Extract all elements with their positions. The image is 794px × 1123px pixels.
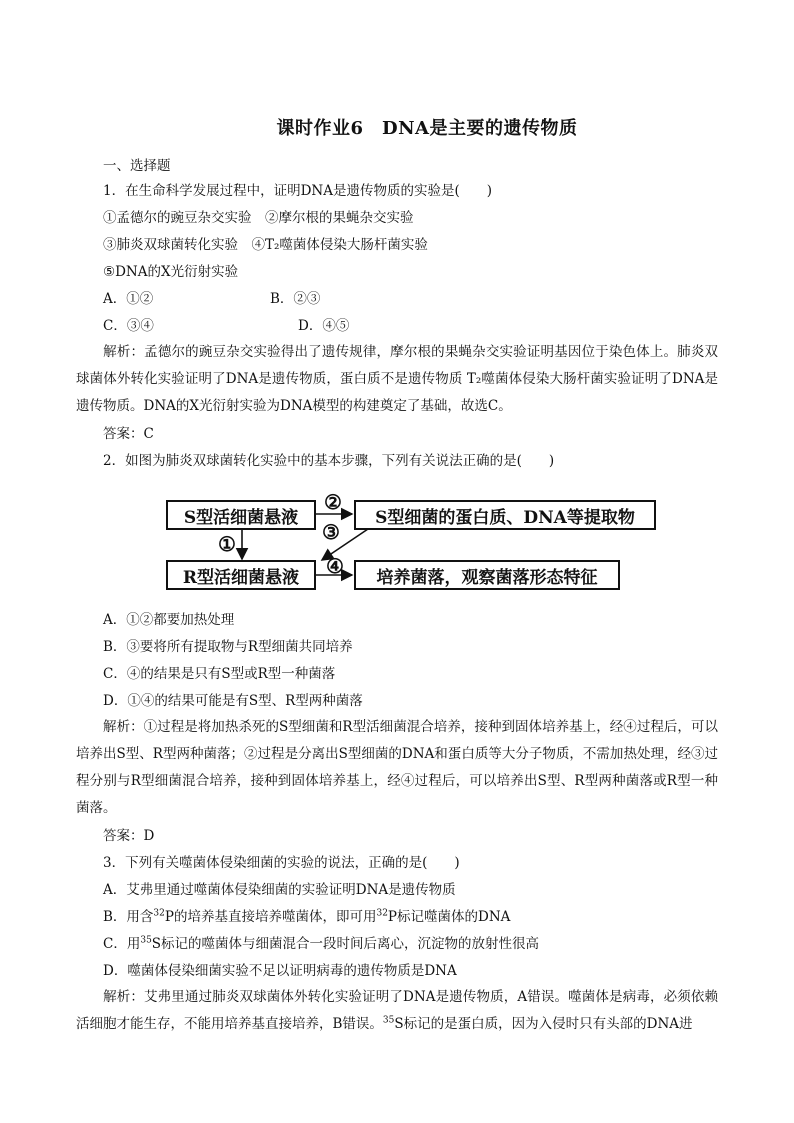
q1-option-c: C．③④ — [103, 318, 154, 334]
q2-answer: 答案：D — [103, 828, 155, 844]
q1-item-line-1: ①孟德尔的豌豆杂交实验 ②摩尔根的果蝇杂交实验 — [103, 210, 414, 226]
q1-answer: 答案：C — [103, 426, 154, 442]
q2-option-b: B．③要将所有提取物与R型细菌共同培养 — [103, 639, 353, 655]
section-heading: 一、选择题 — [103, 158, 171, 174]
step-4-label: ④ — [326, 554, 344, 578]
q3-option-b: B．用含$^{32}$P的培养基直接培养噬菌体，即可用$^{32}$P标记噬菌体的DNA — [103, 908, 511, 925]
q1-option-a: A．①② — [103, 291, 154, 307]
q1-item-line-3: ⑤DNA的X光衍射实验 — [103, 264, 239, 280]
step-3-label: ③ — [322, 520, 340, 544]
q2-stem: 2．如图为肺炎双球菌转化实验中的基本步骤，下列有关说法正确的是( ) — [103, 453, 555, 469]
step-2-label: ② — [324, 490, 342, 514]
q3-option-c: C．用$^{35}$S标记的噬菌体与细菌混合一段时间后离心，沉淀物的放射性很高 — [103, 935, 540, 952]
q1-option-b: B．②③ — [270, 291, 321, 307]
q2-analysis-text: 解析：①过程是将加热杀死的S型细菌和R型活细菌混合培养，接种到固体培养基上，经④过程后，可以培养出S型、R型两种菌落；②过程是分离出S型细菌的DNA和蛋白质等大分子物质，不需加热处理，经③过程分别与R型细菌混合培养，接种到固体培养基上，经④过程后，可以培养出S型、R型两种菌落或R型一种菌落。 — [76, 719, 718, 816]
q3-analysis: 解析：艾弗里通过肺炎双球菌体外转化实验证明了DNA是遗传物质，A错误。噬菌体是病毒，必须依赖活细胞才能生存，不能用培养基直接培养，B错误。$^{35}$S标记的是蛋白质，因为入侵时只有头部的DNA进 — [76, 989, 718, 1032]
q1-item-line-2: ③肺炎双球菌转化实验 ④T₂噬菌体侵染大肠杆菌实验 — [103, 237, 428, 253]
step-1-label: ① — [218, 532, 236, 556]
q2-option-a: A．①②都要加热处理 — [103, 612, 235, 628]
q1-option-d: D．④⑤ — [298, 318, 350, 334]
r-live-bacteria-box: R型活细菌悬液 — [166, 560, 316, 590]
transformation-diagram — [164, 492, 664, 592]
q3-option-a: A．艾弗里通过噬菌体侵染细菌的实验证明DNA是遗传物质 — [103, 882, 456, 898]
q2-option-c: C．④的结果是只有S型或R型一种菌落 — [103, 666, 336, 682]
q1-stem: 1．在生命科学发展过程中，证明DNA是遗传物质的实验是( ) — [103, 183, 493, 199]
s-live-bacteria-box: S型活细菌悬液 — [166, 500, 316, 530]
s-extract-box: S型细菌的蛋白质、DNA等提取物 — [354, 500, 656, 530]
q2-analysis — [76, 714, 718, 822]
page-title: 课时作业6 DNA是主要的遗传物质 — [276, 118, 578, 139]
q1-analysis — [76, 339, 718, 420]
q1-analysis-text: 解析：孟德尔的豌豆杂交实验得出了遗传规律，摩尔根的果蝇杂交实验证明基因位于染色体上。肺炎双球菌体外转化实验证明了DNA是遗传物质，蛋白质不是遗传物质 T₂噬菌体侵染大肠杆菌实验证明了DNA是遗传物质。DNA的X光衍射实验为DNA模型的构建奠定了基础，故选C。 — [76, 344, 718, 414]
q3-stem: 3．下列有关噬菌体侵染细菌的实验的说法，正确的是( ) — [103, 855, 460, 871]
q3-option-d: D．噬菌体侵染细菌实验不足以证明病毒的遗传物质是DNA — [103, 963, 457, 979]
culture-observe-box: 培养菌落，观察菌落形态特征 — [354, 560, 620, 590]
q2-option-d: D．①④的结果可能是有S型、R型两种菌落 — [103, 693, 363, 709]
